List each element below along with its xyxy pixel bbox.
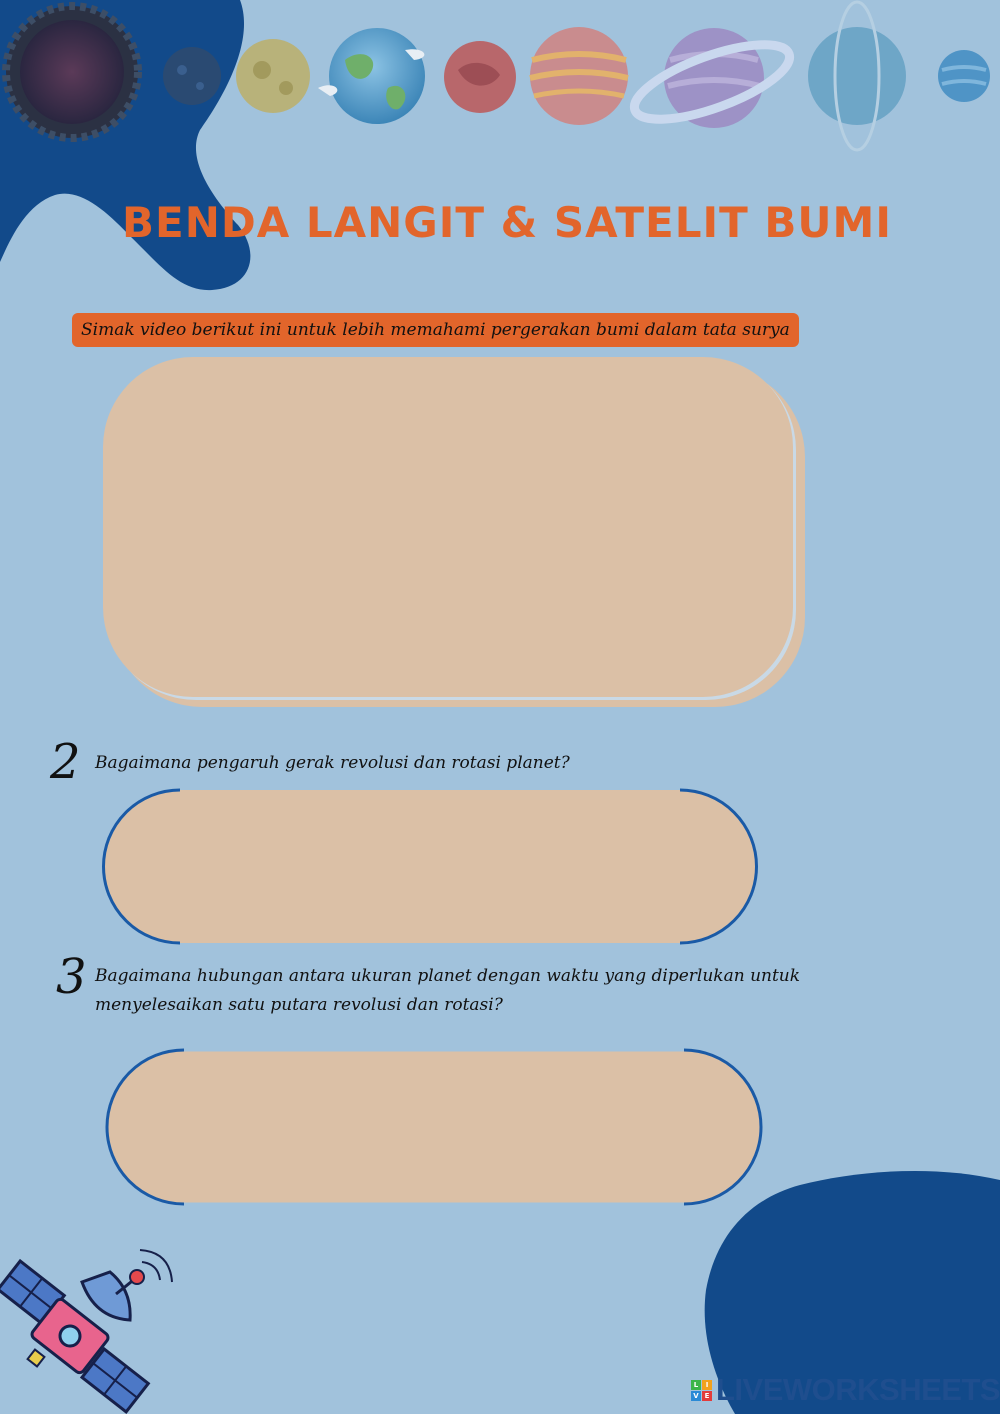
question-text: Bagaimana pengaruh gerak revolusi dan rotasi planet?: [95, 753, 570, 773]
neptune-icon: [938, 50, 990, 102]
uranus-icon: [808, 2, 906, 150]
page-title: BENDA LANGIT & SATELIT BUMI: [122, 198, 892, 247]
liveworksheets-watermark: [691, 1373, 1000, 1407]
liveworksheets-logo-icon: [691, 1380, 712, 1401]
question-number: 2: [50, 734, 81, 790]
logo-letter: I: [702, 1380, 712, 1390]
logo-letter: L: [691, 1380, 701, 1390]
answer-input-2[interactable]: [180, 790, 680, 943]
venus-icon: [236, 39, 310, 113]
answer-input-3[interactable]: [184, 1050, 684, 1204]
watermark-text: LIVEWORKSHEETS: [716, 1372, 1000, 1407]
mercury-icon: [163, 47, 221, 105]
saturn-icon: [626, 28, 798, 134]
question-text: Bagaimana hubungan antara ukuran planet dengan waktu yang diperlukan untuk menyelesaikan satu putara revolusi dan rotasi?: [95, 966, 801, 1015]
question-number: 3: [56, 949, 87, 1005]
mars-icon: [444, 41, 516, 113]
earth-icon: [318, 28, 425, 124]
sun-icon: [6, 6, 138, 138]
jupiter-icon: [530, 27, 628, 125]
logo-letter: V: [691, 1391, 701, 1401]
video-embed-area[interactable]: [103, 357, 793, 697]
satellite-icon: [0, 1250, 172, 1412]
logo-letter: E: [702, 1391, 712, 1401]
instruction-banner: Simak video berikut ini untuk lebih memahami pergerakan bumi dalam tata surya: [72, 313, 799, 347]
